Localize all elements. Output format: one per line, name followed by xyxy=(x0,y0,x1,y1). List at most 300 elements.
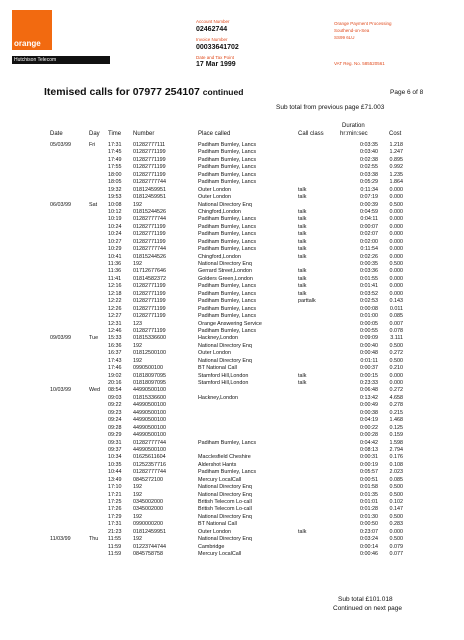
row-cost: 0.210 xyxy=(389,365,403,372)
row-time: 17:46 xyxy=(108,365,122,372)
row-time: 17:31 xyxy=(108,521,122,528)
row-cost: 0.176 xyxy=(389,454,403,461)
row-duration: 0:00:51 xyxy=(360,476,378,483)
subtotal: Sub total £101.018 xyxy=(338,596,393,603)
row-cost: 4.658 xyxy=(389,394,403,401)
row-place: Padiham Burnley, Lancs xyxy=(198,313,257,320)
table-row xyxy=(50,246,410,253)
orange-logo xyxy=(12,10,52,50)
col-cost: Cost xyxy=(389,131,402,137)
row-cost: 0.000 xyxy=(389,268,403,275)
row-number: 0845758758 xyxy=(133,551,163,558)
row-duration: 0:00:14 xyxy=(360,543,378,550)
row-class: talk xyxy=(298,231,307,238)
row-cost: 0.077 xyxy=(389,551,403,558)
row-place: Stamford Hill,London xyxy=(198,372,249,379)
vat-reg: VAT Reg. No. 585520561 xyxy=(334,61,385,66)
table-row xyxy=(50,261,410,268)
row-place: Padiham Burnley, Lancs xyxy=(198,156,257,163)
table-row xyxy=(50,499,410,506)
row-class: talk xyxy=(298,372,307,379)
row-number: 44990500100 xyxy=(133,417,166,424)
row-time: 12:22 xyxy=(108,298,122,305)
row-day: Wed xyxy=(89,387,100,394)
row-place: Padiham Burnley, Lancs xyxy=(198,439,257,446)
row-date: 06/03/99 xyxy=(50,201,71,208)
row-duration: 0:00:39 xyxy=(360,201,378,208)
table-row xyxy=(50,544,410,551)
row-number: 192 xyxy=(133,484,142,491)
row-duration: 0:09:09 xyxy=(360,335,378,342)
row-duration: 0:04:42 xyxy=(360,439,378,446)
row-duration: 0:01:01 xyxy=(360,499,378,505)
row-place: Padiham Burnley, Lancs xyxy=(198,142,257,148)
row-time: 11:36 xyxy=(108,261,122,267)
row-duration: 0:00:35 xyxy=(360,261,378,267)
row-cost: 0.000 xyxy=(389,372,403,379)
table-row xyxy=(50,514,410,521)
row-cost: 0.895 xyxy=(389,156,403,163)
row-duration: 0:00:38 xyxy=(360,409,378,416)
row-place: Padiham Burnley, Lancs xyxy=(198,216,257,223)
row-cost: 0.500 xyxy=(389,536,403,543)
row-time: 20:16 xyxy=(108,380,122,386)
row-duration: 0:00:07 xyxy=(360,223,378,230)
date-label: Date and Tax Point xyxy=(196,55,234,60)
invoice-number: 00033641702 xyxy=(196,44,239,51)
row-duration: 0:03:38 xyxy=(360,171,378,178)
row-place: National Directory Enq xyxy=(198,536,252,543)
row-place: National Directory Enq xyxy=(198,491,252,498)
row-place: Outer London xyxy=(198,194,231,201)
row-time: 17:26 xyxy=(108,506,122,513)
row-class: talk xyxy=(298,238,307,245)
row-place: National Directory Enq xyxy=(198,342,252,349)
row-cost: 0.000 xyxy=(389,238,403,245)
row-place: National Directory Enq xyxy=(198,261,252,267)
row-duration: 0:00:08 xyxy=(360,305,378,312)
row-day: Fri xyxy=(89,142,96,148)
row-duration: 0:00:49 xyxy=(360,402,378,409)
table-row xyxy=(50,454,410,461)
table-row xyxy=(50,484,410,491)
table-row xyxy=(50,417,410,424)
row-cost: 0.143 xyxy=(389,298,403,305)
col-day: Day xyxy=(89,131,100,137)
row-cost: 0.000 xyxy=(389,194,403,201)
row-place: Outer London xyxy=(198,528,231,535)
row-number: 01282771199 xyxy=(133,283,166,290)
table-row xyxy=(50,172,410,179)
row-duration: 0:00:48 xyxy=(360,350,378,357)
row-number: 44990500100 xyxy=(133,402,166,409)
row-number: 0345002000 xyxy=(133,499,163,505)
row-number: 01282777111 xyxy=(133,142,166,148)
table-row xyxy=(50,231,410,238)
row-place: Hackney,London xyxy=(198,335,239,342)
row-number: 01282777744 xyxy=(133,469,166,476)
logo-text: orange xyxy=(14,39,41,48)
row-time: 08:54 xyxy=(108,387,122,394)
row-date: 11/03/99 xyxy=(50,536,71,543)
row-class: talk xyxy=(298,380,307,386)
row-time: 09:29 xyxy=(108,432,122,439)
row-place: Outer London xyxy=(198,350,231,357)
row-cost: 0.159 xyxy=(389,432,403,439)
row-time: 19:32 xyxy=(108,186,122,193)
row-cost: 3.111 xyxy=(390,335,403,342)
row-number: 01282777744 xyxy=(133,439,166,446)
row-place: National Directory Enq xyxy=(198,484,252,491)
row-time: 17:25 xyxy=(108,499,122,505)
col-duration: hr:min:sec xyxy=(340,131,368,137)
row-number: 123 xyxy=(133,320,142,327)
col-duration-top: Duration xyxy=(342,123,365,129)
row-time: 13:49 xyxy=(108,476,122,483)
row-cost: 0.108 xyxy=(389,461,403,468)
row-cost: 0.500 xyxy=(389,513,403,520)
table-row xyxy=(50,410,410,417)
row-time: 12:46 xyxy=(108,327,122,334)
row-duration: 0:00:40 xyxy=(360,342,378,349)
row-class: talk xyxy=(298,208,307,215)
table-row xyxy=(50,440,410,447)
row-place: BT National Call xyxy=(198,521,237,528)
row-time: 10:08 xyxy=(108,201,122,208)
row-cost: 0.000 xyxy=(389,223,403,230)
table-row xyxy=(50,328,410,335)
row-time: 09:31 xyxy=(108,439,122,446)
row-time: 21:23 xyxy=(108,528,122,535)
table-row xyxy=(50,536,410,543)
row-number: 192 xyxy=(133,342,142,349)
row-time: 10:35 xyxy=(108,461,122,468)
row-class: talk xyxy=(298,216,307,223)
tax-point-date: 17 Mar 1999 xyxy=(196,61,236,68)
row-cost: 0.007 xyxy=(389,320,403,327)
row-class: talk xyxy=(298,283,307,290)
row-time: 09:23 xyxy=(108,409,122,416)
row-place: Golders Green,London xyxy=(198,275,253,282)
row-number: 44990500100 xyxy=(133,387,166,394)
hutchison-banner: Hutchison Telecom xyxy=(12,56,110,64)
table-row xyxy=(50,425,410,432)
continued-note: Continued on next page xyxy=(333,605,403,612)
table-row xyxy=(50,551,410,558)
row-duration: 0:03:40 xyxy=(360,149,378,156)
row-cost: 0.000 xyxy=(389,290,403,297)
row-duration: 0:00:05 xyxy=(360,320,378,327)
row-cost: 2.023 xyxy=(389,469,403,476)
row-time: 11:59 xyxy=(108,551,122,558)
row-cost: 0.272 xyxy=(389,387,403,394)
row-cost: 0.500 xyxy=(389,342,403,349)
row-cost: 0.000 xyxy=(389,528,403,535)
table-row xyxy=(50,157,410,164)
row-day: Sat xyxy=(89,201,98,208)
row-duration: 0:13:42 xyxy=(360,394,378,401)
table-row xyxy=(50,187,410,194)
row-time: 10:34 xyxy=(108,454,122,461)
row-place: Outer London xyxy=(198,186,231,193)
row-cost: 0.272 xyxy=(389,350,403,357)
table-row xyxy=(50,291,410,298)
row-place: Padiham Burnley, Lancs xyxy=(198,283,257,290)
table-row xyxy=(50,373,410,380)
row-time: 17:43 xyxy=(108,357,122,364)
row-duration: 0:04:11 xyxy=(360,216,378,223)
row-number: 192 xyxy=(133,261,142,267)
row-cost: 0.215 xyxy=(389,409,403,416)
row-time: 10:27 xyxy=(108,238,122,245)
row-time: 18:00 xyxy=(108,171,122,178)
table-row xyxy=(50,254,410,261)
row-time: 09:22 xyxy=(108,402,122,409)
col-class: Call class xyxy=(298,131,324,137)
row-place: Chingford,London xyxy=(198,208,241,215)
row-cost: 0.125 xyxy=(389,424,403,431)
row-cost: 1.218 xyxy=(389,142,403,148)
table-row xyxy=(50,477,410,484)
row-place: Padiham Burnley, Lancs xyxy=(198,164,257,171)
table-row xyxy=(50,321,410,328)
row-class: talk xyxy=(298,268,307,275)
row-duration: 0:00:19 xyxy=(360,461,378,468)
row-duration: 0:00:15 xyxy=(360,372,378,379)
table-row xyxy=(50,313,410,320)
row-cost: 0.085 xyxy=(389,313,403,320)
row-place: Padiham Burnley, Lancs xyxy=(198,290,257,297)
table-row xyxy=(50,402,410,409)
row-number: 01812459951 xyxy=(133,186,166,193)
row-place: Padiham Burnley, Lancs xyxy=(198,171,257,178)
row-place: Macclesfield Cheshire xyxy=(198,454,251,461)
page-title xyxy=(44,86,243,98)
row-time: 12:31 xyxy=(108,320,122,327)
table-row xyxy=(50,358,410,365)
row-place: BT National Call xyxy=(198,365,237,372)
row-number: 192 xyxy=(133,513,142,520)
row-duration: 0:04:19 xyxy=(360,417,378,424)
table-row xyxy=(50,194,410,201)
row-number: 01818097095 xyxy=(133,372,166,379)
row-class: talk xyxy=(298,275,307,282)
row-duration: 0:01:41 xyxy=(360,283,378,290)
row-cost: 1.468 xyxy=(389,417,403,424)
processing-line3: SS99 6LU xyxy=(334,35,355,40)
row-duration: 0:01:00 xyxy=(360,313,378,320)
row-cost: 0.000 xyxy=(389,208,403,215)
row-number: 01282771199 xyxy=(133,298,166,305)
invoice-number-label: Invoice Number xyxy=(196,37,228,42)
row-number: 01282777744 xyxy=(133,246,166,253)
row-time: 17:31 xyxy=(108,142,122,148)
row-duration: 0:02:38 xyxy=(360,156,378,163)
row-duration: 0:04:59 xyxy=(360,208,378,215)
row-number: 01282771199 xyxy=(133,164,166,171)
row-place: Padiham Burnley, Lancs xyxy=(198,469,257,476)
row-number: 01282777744 xyxy=(133,216,166,223)
row-number: 44990500100 xyxy=(133,432,166,439)
processing-line1: Orange Payment Processing xyxy=(334,21,392,26)
page-indicator: Page 6 of 8 xyxy=(390,89,424,96)
row-time: 09:37 xyxy=(108,446,122,453)
row-duration: 0:02:26 xyxy=(360,253,378,260)
row-place: Padiham Burnley, Lancs xyxy=(198,231,257,238)
table-row xyxy=(50,298,410,305)
row-number: 01815244526 xyxy=(133,208,166,215)
row-number: 01223744744 xyxy=(133,543,166,550)
row-duration: 0:01:30 xyxy=(360,513,378,520)
col-date: Date xyxy=(50,131,63,137)
row-time: 18:05 xyxy=(108,179,122,186)
title-prefix: Itemised calls for xyxy=(44,86,130,98)
row-cost: 1.247 xyxy=(389,149,403,156)
row-duration: 0:03:35 xyxy=(360,142,378,148)
row-class: talk xyxy=(298,223,307,230)
row-time: 11:36 xyxy=(108,268,122,275)
row-cost: 0.000 xyxy=(389,275,403,282)
row-number: 01282771199 xyxy=(133,238,166,245)
row-duration: 0:01:55 xyxy=(360,275,378,282)
table-row xyxy=(50,239,410,246)
table-row xyxy=(50,462,410,469)
row-place: British Telecom Lo-call xyxy=(198,499,252,505)
row-cost: 1.235 xyxy=(389,171,403,178)
row-place: Padiham Burnley, Lancs xyxy=(198,149,257,156)
row-place: British Telecom Lo-call xyxy=(198,506,252,513)
row-place: Orange Answering Service xyxy=(198,320,262,327)
row-cost: 0.000 xyxy=(389,253,403,260)
row-place: Padiham Burnley, Lancs xyxy=(198,223,257,230)
row-time: 17:21 xyxy=(108,491,122,498)
row-time: 15:33 xyxy=(108,335,122,342)
row-duration: 0:03:24 xyxy=(360,536,378,543)
row-cost: 0.500 xyxy=(389,484,403,491)
row-class: talk xyxy=(298,246,307,253)
row-number: 01815336600 xyxy=(133,335,166,342)
processing-line2: Southend-on-Sea xyxy=(334,28,370,33)
row-duration: 0:02:00 xyxy=(360,238,378,245)
table-row xyxy=(50,268,410,275)
row-number: 01815244526 xyxy=(133,253,166,260)
row-duration: 0:02:55 xyxy=(360,164,378,171)
row-duration: 0:00:46 xyxy=(360,551,378,558)
table-row xyxy=(50,209,410,216)
table-row xyxy=(50,142,410,149)
row-number: 01812459951 xyxy=(133,194,166,201)
row-number: 01282777744 xyxy=(133,179,166,186)
row-time: 11:59 xyxy=(108,543,122,550)
row-number: 01815336600 xyxy=(133,394,166,401)
row-time: 10:29 xyxy=(108,246,122,253)
row-duration: 0:00:50 xyxy=(360,521,378,528)
row-cost: 0.000 xyxy=(389,283,403,290)
table-row xyxy=(50,335,410,342)
phone-number: 07977 254107 xyxy=(132,86,200,98)
row-number: 192 xyxy=(133,536,142,543)
row-number: 44990500100 xyxy=(133,409,166,416)
table-row xyxy=(50,395,410,402)
row-day: Thu xyxy=(89,536,99,543)
table-row xyxy=(50,216,410,223)
row-time: 19:02 xyxy=(108,372,122,379)
row-time: 11:55 xyxy=(108,536,122,543)
row-number: 01818097095 xyxy=(133,380,166,386)
row-number: 0345002000 xyxy=(133,506,163,513)
row-number: 01712677646 xyxy=(133,268,166,275)
row-place: Padiham Burnley, Lancs xyxy=(198,238,257,245)
row-number: 01812500100 xyxy=(133,350,166,357)
row-time: 17:49 xyxy=(108,156,122,163)
row-place: National Directory Enq xyxy=(198,357,252,364)
row-duration: 0:00:31 xyxy=(360,454,378,461)
row-place: Cambridge xyxy=(198,543,225,550)
row-cost: 0.078 xyxy=(389,327,403,334)
row-time: 17:29 xyxy=(108,513,122,520)
row-number: 01282771199 xyxy=(133,305,166,312)
row-cost: 0.283 xyxy=(389,521,403,528)
row-date: 10/03/99 xyxy=(50,387,71,394)
row-time: 10:24 xyxy=(108,223,122,230)
row-time: 17:55 xyxy=(108,164,122,171)
row-class: talk xyxy=(298,194,307,201)
row-number: 01282771199 xyxy=(133,223,166,230)
row-number: 0990500100 xyxy=(133,365,163,372)
row-duration: 0:05:57 xyxy=(360,469,378,476)
row-number: 01814582372 xyxy=(133,275,166,282)
row-time: 09:28 xyxy=(108,424,122,431)
row-time: 10:12 xyxy=(108,208,122,215)
row-cost: 0.147 xyxy=(389,506,403,513)
row-time: 12:27 xyxy=(108,313,122,320)
row-time: 10:44 xyxy=(108,469,122,476)
table-row xyxy=(50,179,410,186)
row-duration: 0:02:07 xyxy=(360,231,378,238)
row-time: 09:24 xyxy=(108,417,122,424)
table-row xyxy=(50,506,410,513)
table-row xyxy=(50,283,410,290)
row-time: 10:24 xyxy=(108,231,122,238)
row-cost: 0.000 xyxy=(389,216,403,223)
row-duration: 0:01:58 xyxy=(360,484,378,491)
row-duration: 0:01:11 xyxy=(360,357,378,364)
table-row xyxy=(50,343,410,350)
row-number: 192 xyxy=(133,201,142,208)
table-row xyxy=(50,469,410,476)
table-row xyxy=(50,447,410,454)
row-duration: 0:06:48 xyxy=(360,387,378,394)
row-duration: 0:07:19 xyxy=(360,194,378,201)
row-number: 192 xyxy=(133,357,142,364)
row-place: Aldershot Hants xyxy=(198,461,237,468)
row-cost: 1.864 xyxy=(389,179,403,186)
row-class: talk xyxy=(298,253,307,260)
row-time: 19:53 xyxy=(108,194,122,201)
row-number: 44990500100 xyxy=(133,446,166,453)
row-date: 05/03/99 xyxy=(50,142,71,148)
row-cost: 0.500 xyxy=(389,357,403,364)
row-cost: 0.500 xyxy=(389,201,403,208)
row-duration: 0:11:34 xyxy=(360,186,378,193)
table-row xyxy=(50,149,410,156)
row-cost: 0.000 xyxy=(389,231,403,238)
calls-table xyxy=(50,142,410,559)
row-place: Padiham Burnley, Lancs xyxy=(198,179,257,186)
row-date: 09/03/99 xyxy=(50,335,71,342)
row-class: talk xyxy=(298,290,307,297)
row-place: Chingford,London xyxy=(198,253,241,260)
